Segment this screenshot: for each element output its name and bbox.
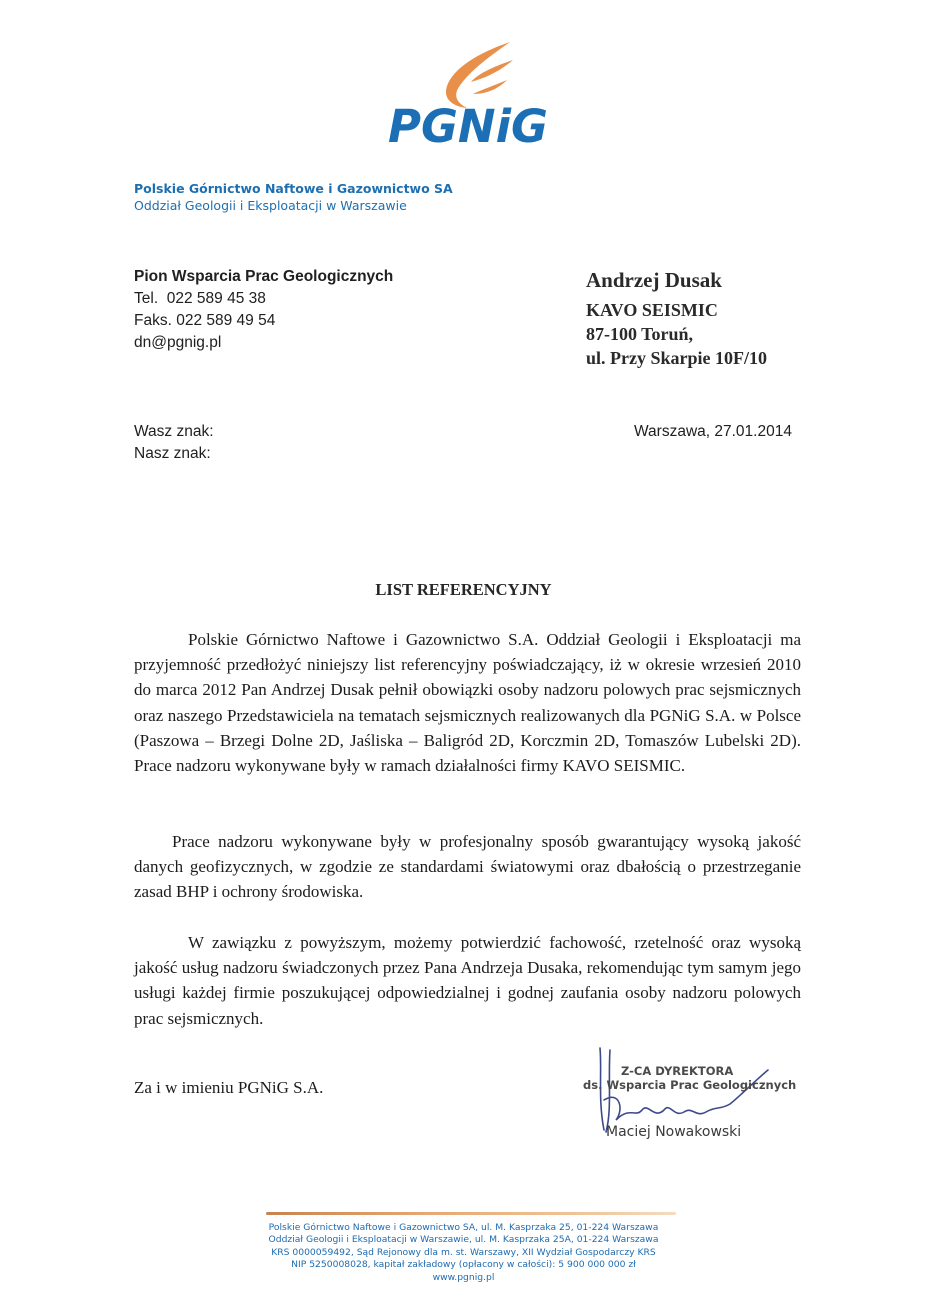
footer [0,1222,927,1284]
pgnig-wordmark: PGNiG [388,100,548,153]
sender-department: Pion Wsparcia Prac Geologicznych [134,268,394,285]
your-reference: Wasz znak: [134,423,214,440]
company-name: Polskie Górnictwo Naftowe i Gazownictwo SA [134,181,453,196]
recipient-block [586,264,767,370]
footer-line: KRS 0000059492, Sąd Rejonowy dla m. st. Warszawy, XII Wydział Gospodarczy KRS [271,1246,656,1258]
company-header [134,180,453,214]
signer-name: Maciej Nowakowski [606,1124,742,1140]
sender-block [134,266,393,354]
place-date: Warszawa, 27.01.2014 [634,423,792,440]
letter-title: LIST REFERENCYJNY [375,580,552,599]
sender-email: dn@pgnig.pl [134,334,222,351]
paragraph-text: Prace nadzoru wykonywane były w profesjonalny sposób gwarantujący wysoką jakość danych geofizycznych, w zgodzie ze standardami światowymi oraz dbałością o przestrzeganie zasad BHP i ochrony środowiska. [134,832,801,902]
paragraph-text: Polskie Górnictwo Naftowe i Gazownictwo S.A. Oddział Geologii i Eksploatacji ma przyjemność przedłożyć niniejszy list referencyjny poświadczający, iż w okresie wrzesień 2010 do marca 2012 Pan Andrzej Dusak pełnił obowiązki osoby nadzoru polowych prac sejsmicznych oraz naszego Przedstawiciela na tematach sejsmicznych realizowanych dla PGNiG S.A. w Polsce (Paszowa – Brzegi Dolne 2D, Jaśliska – Baligród 2D, Korczmin 2D, Tomaszów Lubelski 2D). Prace nadzoru wykonywane były w ramach działalności firmy KAVO SEISMIC. [134,630,801,776]
body-paragraph [134,930,801,1031]
recipient-city: 87-100 Toruń, [586,324,694,344]
sender-phone: Tel. 022 589 45 38 [134,290,266,307]
sender-fax: Faks. 022 589 49 54 [134,312,276,329]
footer-line: Polskie Górnictwo Naftowe i Gazownictwo SA, ul. M. Kasprzaka 25, 01-224 Warszawa [268,1222,659,1233]
recipient-company: KAVO SEISMIC [586,300,718,320]
paragraph-text: W zawiązku z powyższym, możemy potwierdzić fachowość, rzetelność oraz wysoką jakość usług nadzoru świadczonych przez Pana Andrzeja Dusaka, rekomendując tym samym jego usługi każdej firmie poszukującej odpowiedzialnej i godnej zaufania osoby nadzoru polowych prac sejsmicznych. [134,933,801,1028]
stamp-department: ds. Wsparcia Prac Geologicznych [583,1078,797,1092]
recipient-street: ul. Przy Skarpie 10F/10 [586,348,767,368]
footer-line: NIP 5250008028, kapitał zakładowy (opłacony w całości): 5 900 000 000 zł [291,1259,636,1271]
body-paragraph [134,627,801,778]
stamp-title: Z-CA DYREKTORA [621,1064,734,1078]
company-branch: Oddział Geologii i Eksploatacji w Warszawie [134,198,407,213]
our-reference: Nasz znak: [134,445,211,462]
footer-line: Oddział Geologii i Eksploatacji w Warszawie, ul. M. Kasprzaka 25A, 01-224 Warszawa [268,1234,659,1246]
recipient-name: Andrzej Dusak [586,268,722,292]
footer-divider [266,1212,676,1215]
body-paragraph [134,829,801,905]
closing-line: Za i w imieniu PGNiG S.A. [134,1078,324,1097]
footer-website: www.pgnig.pl [432,1271,495,1283]
references-block [134,421,214,465]
